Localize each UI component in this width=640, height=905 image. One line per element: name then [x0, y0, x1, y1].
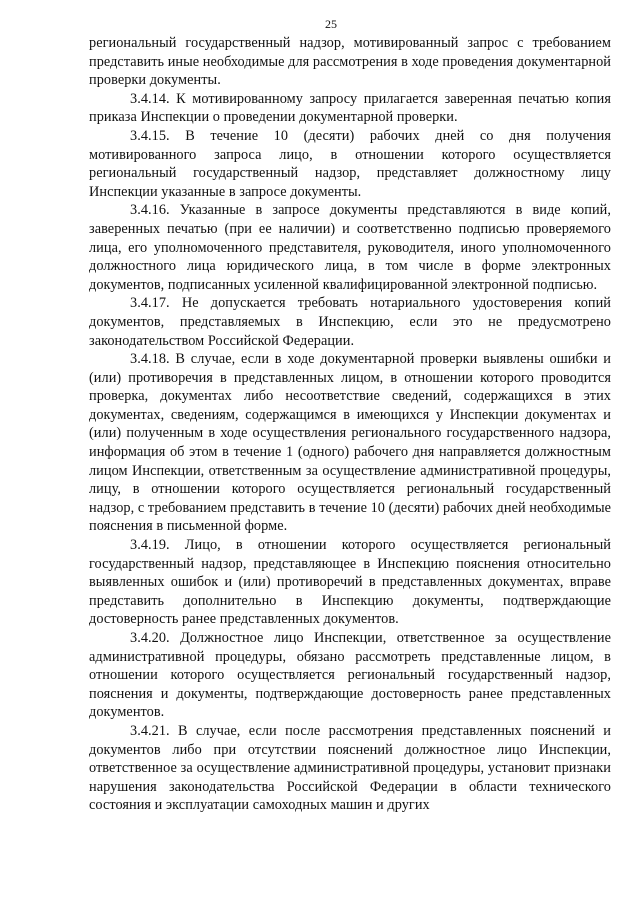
paragraph-3-4-19: 3.4.19. Лицо, в отношении которого осуществляется региональный государственный надзор, представляющее в Инспекцию пояснения относительно выявленных ошибок и (или) противоречий в представленных документах, вправе представить дополнительно в Инспекцию документы, подтверждающие достоверность ранее представленных документов. [89, 537, 611, 628]
paragraph-3-4-15: 3.4.15. В течение 10 (десяти) рабочих дней со дня получения мотивированного запроса лицо, в отношении которого осуществляется региональный государственный надзор, представляет должностному лицу Инспекции указанные в запросе документы. [89, 127, 611, 200]
paragraph-3-4-20: 3.4.20. Должностное лицо Инспекции, ответственное за осуществление административной процедуры, обязано рассмотреть представленные лицом, в отношении которого осуществляется региональный государственный надзор, пояснения и документы, подтверждающие достоверность ранее представленных документов. [89, 630, 611, 721]
page-number: 25 [325, 17, 337, 31]
paragraph-3-4-17: 3.4.17. Не допускается требовать нотариального удостоверения копий документов, представляемых в Инспекцию, если это не предусмотрено законодательством Российской Федерации. [89, 295, 611, 349]
paragraph-continuation: региональный государственный надзор, мотивированный запрос с требованием представить иные необходимые для рассмотрения в ходе проведения документарной проверки документы. [89, 35, 611, 89]
paragraph-3-4-21: 3.4.21. В случае, если после рассмотрения представленных пояснений и документов либо при отсутствии пояснений должностное лицо Инспекции, ответственное за осуществление административной процедуры, установит признаки нарушения законодательства Российской Федерации в области технического состояния и эксплуатации самоходных машин и других [89, 722, 611, 814]
paragraph-3-4-18: 3.4.18. В случае, если в ходе документарной проверки выявлены ошибки и (или) противоречия в представленных лицом, в отношении которого проводится проверка, документах либо несоответствие сведений, содержащихся в этих документах, сведениям, содержащимся в имеющихся у Инспекции документах и (или) полученным в ходе осуществления регионального государственного надзора, информация об этом в течение 1 (одного) рабочего дня направляется должностным лицом Инспекции, ответственным за осуществление административной процедуры, лицу, в отношении которого осуществляется региональный государственный надзор, с требованием представить в течение 10 (десяти) рабочих дней необходимые пояснения в письменной форме. [89, 351, 611, 535]
paragraph-3-4-14: 3.4.14. К мотивированному запросу прилагается заверенная печатью копия приказа Инспекции о проведении документарной проверки. [89, 90, 611, 126]
paragraph-3-4-16: 3.4.16. Указанные в запросе документы представляются в виде копий, заверенных печатью (при ее наличии) и соответственно подписью проверяемого лица, его уполномоченного представителя, руководителя, иного уполномоченного должностного лица юридического лица, в том числе в форме электронных документов, подписанных усиленной квалифицированной электронной подписью. [89, 202, 611, 293]
